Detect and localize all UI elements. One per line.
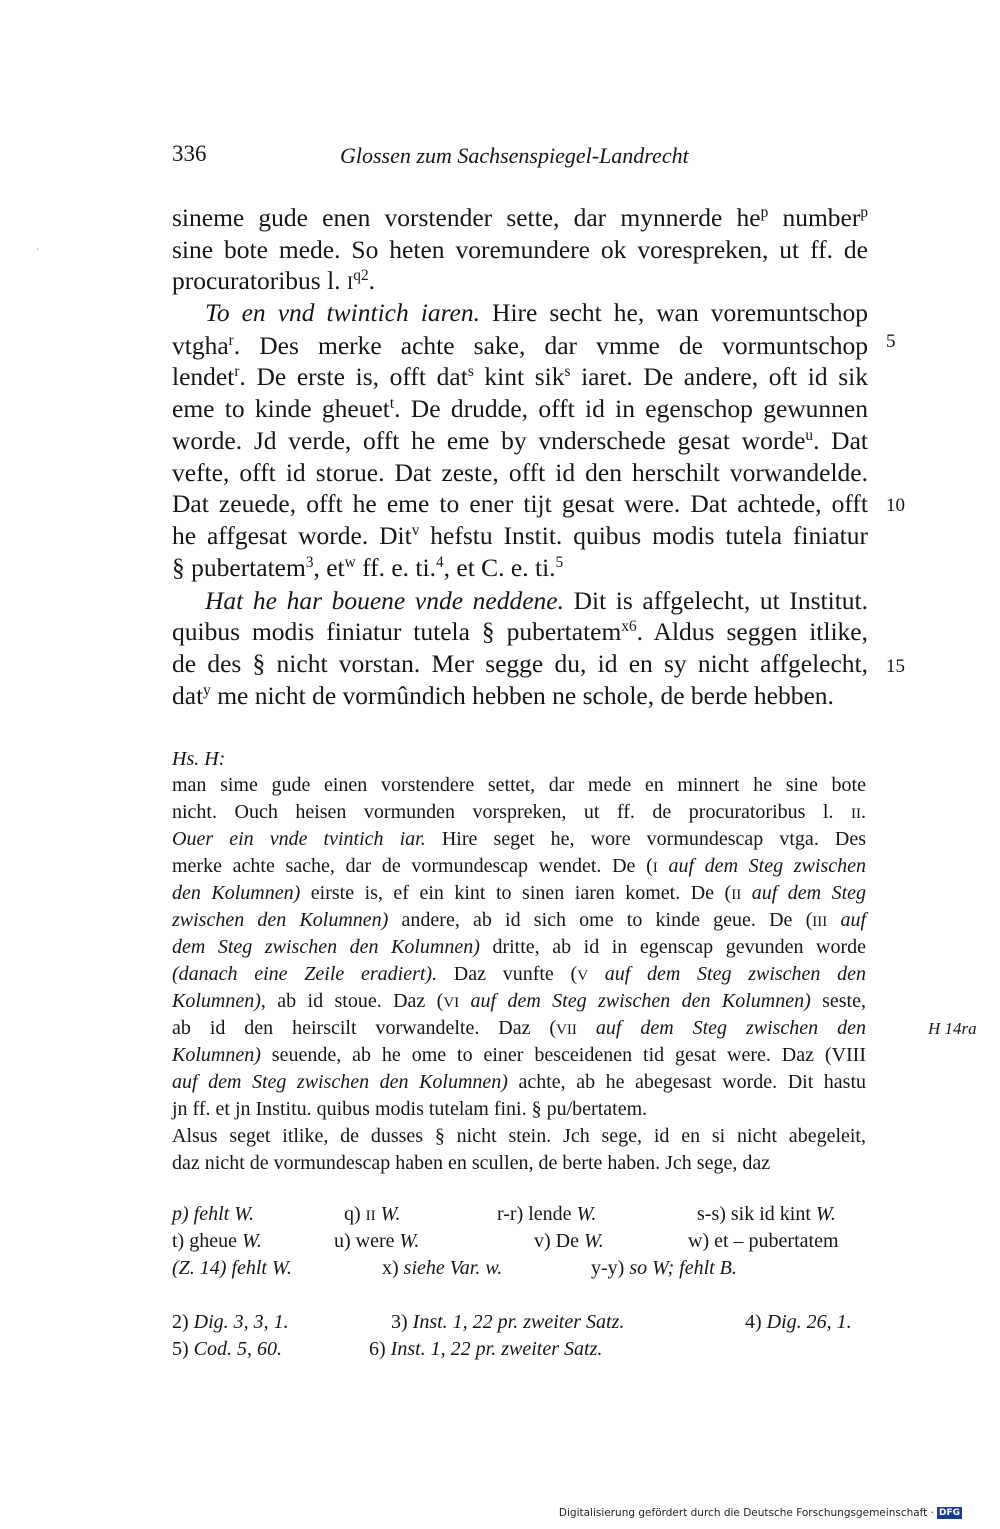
text-line: Hat he har bouene vnde neddene. Dit is affgelecht, ut Institut. (205, 586, 868, 615)
dfg-logo: DFG (938, 1508, 960, 1518)
text-line: quibus modis finiatur tutela § pubertatem$^{x6}$. Aldus seggen itlike, (172, 617, 869, 646)
text-line: de des § nicht vorstan. Mer segge du, id en sy nicht affgelecht, (172, 649, 868, 678)
digitization-credit (559, 1507, 962, 1519)
variant-note: y-y) so W; fehlt B. (591, 1257, 737, 1279)
manuscript-line: jn ff. et jn Institu. quibus modis tutelam fini. § pu/bertatem. (172, 1098, 648, 1120)
running-title: Glossen zum Sachsenspiegel-Landrecht (340, 143, 689, 168)
footnote: 6) Inst. 1, 22 pr. zweiter Satz. (369, 1338, 603, 1360)
variant-note: s-s) sik id kint W. (697, 1203, 836, 1225)
manuscript-line: ab id den heirscilt vorwandelte. Daz (VII auf dem Steg zwischen den (172, 1017, 866, 1039)
variant-note: p) fehlt W. (172, 1203, 255, 1225)
variant-note: t) gheue W. (172, 1230, 262, 1252)
manuscript-line: merke achte sache, dar de vormundescap wendet. De (I auf dem Steg zwischen (172, 855, 867, 877)
text-line: worde. Jd verde, offt he eme by vnderschede gesat worde$^u$. Dat (172, 426, 868, 455)
text-line: eme to kinde gheuet$^t$. De drudde, offt id in egenschop gewunnen (172, 394, 869, 423)
page-number: 336 (172, 141, 207, 166)
footnote: 4) Dig. 26, 1. (745, 1311, 852, 1333)
manuscript-line: Kolumnen) seuende, ab he ome to einer besceidenen tid gesat were. Daz (VIII (172, 1044, 866, 1066)
manuscript-line: daz nicht de vormundescap haben en scullen, de berte haben. Jch sege, daz (172, 1152, 771, 1174)
text-line: To en vnd twintich iaren. Hire secht he, wan voremuntschop (205, 298, 868, 327)
text-line: vefte, offt id storue. Dat zeste, offt id den herschilt vorwandelde. (172, 458, 868, 487)
text-line: sineme gude enen vorstender sette, dar mynnerde $he^p$ number$^p$ (172, 203, 868, 232)
variant-note: (Z. 14) fehlt W. (172, 1257, 292, 1279)
manuscript-line: nicht. Ouch heisen vormunden vorspreken, ut ff. de procuratoribus l. II. (172, 801, 866, 823)
variant-note: w) et – pubertatem (688, 1230, 839, 1252)
text-line: procuratoribus l. $I^{q2}$. (172, 266, 375, 295)
variant-note: x) siehe Var. w. (382, 1257, 503, 1279)
footnote: 3) Inst. 1, 22 pr. zweiter Satz. (391, 1311, 625, 1333)
text-line: he affgesat worde. Dit$^v$ hefstu Instit. quibus modis tutela finiatur (172, 521, 868, 550)
text-line: vtgha$^r$. Des merke achte sake, dar vmme de vormuntschop (172, 331, 868, 360)
text-line: § pubertatem$^3$, $et^w$ ff. e. ti.$^4$, et C. e. ti.$^5$ (172, 553, 564, 582)
speck-mark: ` (36, 248, 40, 259)
manuscript-label: Hs. H: (172, 748, 226, 770)
manuscript-line: zwischen den Kolumnen) andere, ab id sich ome to kinde geue. De (III auf (172, 909, 866, 931)
line-number: 10 (886, 495, 905, 516)
line-number: 5 (886, 331, 896, 352)
footnote: 2) Dig. 3, 3, 1. (172, 1311, 289, 1333)
manuscript-line: Kolumnen), ab id stoue. Daz (VI auf dem Steg zwischen den Kolumnen) seste, (172, 990, 866, 1012)
footnote: 5) Cod. 5, 60. (172, 1338, 283, 1360)
line-number: 15 (886, 656, 905, 677)
text-line: dat$^y$ me nicht de vormûndich hebben ne schole, de berde hebben. (172, 681, 834, 710)
variant-note: q) II W. (344, 1203, 401, 1225)
manuscript-line: dem Steg zwischen den Kolumnen) dritte, ab id in egenscap gevunden worde (172, 936, 866, 958)
manuscript-line: den Kolumnen) eirste is, ef ein kint to sinen iaren komet. De (II auf dem Steg (172, 882, 867, 904)
text-line: Dat zeuede, offt he eme to ener tijt gesat were. Dat achtede, offt (172, 489, 868, 518)
variant-note: u) were W. (334, 1230, 420, 1252)
variant-note: v) De W. (534, 1230, 604, 1252)
margin-note: H 14ra (928, 1019, 977, 1038)
variant-note: r-r) lende W. (497, 1203, 597, 1225)
text-line: lendet$^r$. De erste is, offt dat$^s$ kint sik$^s$ iaret. De andere, oft id sik (172, 362, 868, 391)
manuscript-line: Ouer ein vnde tvintich iar. Hire seget he, wore vormundescap vtga. Des (172, 828, 867, 850)
manuscript-line: (danach eine Zeile eradiert). Daz vunfte (V auf dem Steg zwischen den (172, 963, 867, 985)
manuscript-line: man sime gude einen vorstendere settet, dar mede en minnert he sine bote (172, 774, 866, 796)
text-line: sine bote mede. So heten voremundere ok vorespreken, ut ff. de (172, 235, 868, 264)
manuscript-line: auf dem Steg zwischen den Kolumnen) achte, ab he abegesast worde. Dit hastu (172, 1071, 867, 1093)
manuscript-line: Alsus seget itlike, de dusses § nicht stein. Jch sege, id en si nicht abegeleit, (172, 1125, 866, 1147)
credit-text: Digitalisierung gefördert durch die Deutsche Forschungsgemeinschaft · (558, 1507, 934, 1519)
